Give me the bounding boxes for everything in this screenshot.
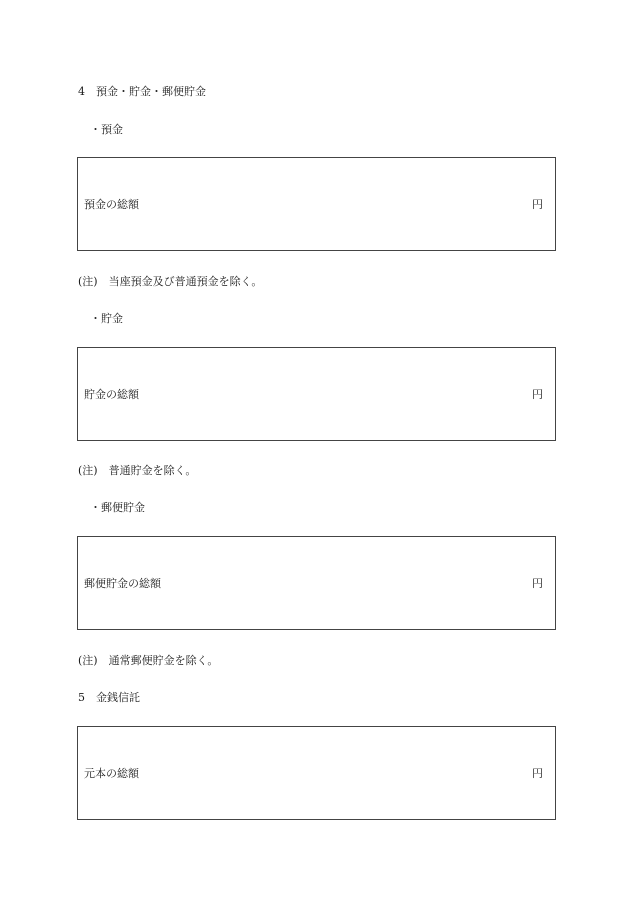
postal-total-box[interactable] bbox=[77, 536, 556, 630]
postal-total-label: 郵便貯金の総額 bbox=[84, 577, 161, 590]
postal-total-unit: 円 bbox=[532, 577, 543, 590]
savings-total-label: 貯金の総額 bbox=[84, 388, 139, 401]
section-5-heading: 5 金銭信託 bbox=[78, 691, 140, 704]
postal-note: (注) 通常郵便貯金を除く。 bbox=[78, 654, 219, 667]
principal-total-label: 元本の総額 bbox=[84, 767, 139, 780]
deposit-subheading: ・預金 bbox=[90, 123, 123, 136]
deposit-total-unit: 円 bbox=[532, 198, 543, 211]
principal-total-box[interactable] bbox=[77, 726, 556, 820]
deposit-note: (注) 当座預金及び普通預金を除く。 bbox=[78, 275, 263, 288]
principal-total-unit: 円 bbox=[532, 767, 543, 780]
deposit-total-label: 預金の総額 bbox=[84, 198, 139, 211]
section-4-heading: 4 預金・貯金・郵便貯金 bbox=[78, 85, 206, 98]
savings-total-box[interactable] bbox=[77, 347, 556, 441]
deposit-total-box[interactable] bbox=[77, 157, 556, 251]
postal-subheading: ・郵便貯金 bbox=[90, 501, 145, 514]
savings-total-unit: 円 bbox=[532, 388, 543, 401]
savings-note: (注) 普通貯金を除く。 bbox=[78, 464, 197, 477]
savings-subheading: ・貯金 bbox=[90, 312, 123, 325]
